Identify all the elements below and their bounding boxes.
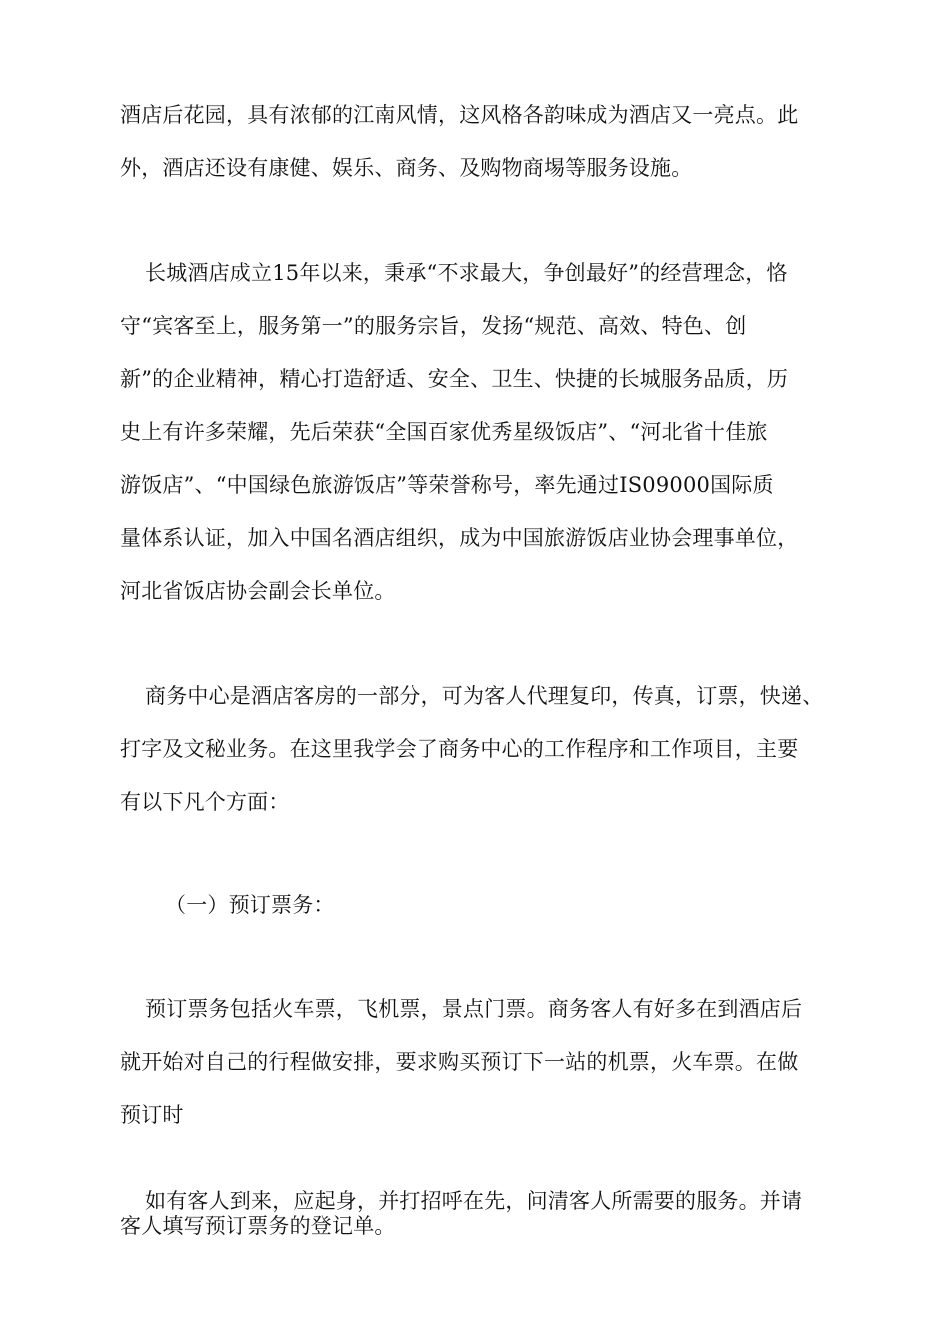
paragraph-history-line-5: 游饭店”、“中国绿色旅游饭店”等荣誉称号，率先通过IS09000国际质 — [120, 473, 774, 497]
paragraph-reception-line-2: 客人填写预订票务的登记单。 — [120, 1214, 396, 1238]
paragraph-business-line-2: 打字及文秘业务。在这里我学会了商务中心的工作程序和工作项目，主要 — [120, 737, 799, 761]
paragraph-ticketing-line-3: 预订时 — [120, 1103, 184, 1127]
paragraph-ticketing-line-1: 预订票务包括火车票，飞机票，景点门票。商务客人有好多在到酒店后 — [145, 997, 803, 1021]
paragraph-reception-line-1: 如有客人到来，应起身，并打招呼在先，问清客人所需要的服务。并请 — [145, 1189, 803, 1213]
paragraph-history-line-4: 史上有许多荣耀，先后荣获“全国百家优秀星级饭店”、“河北省十佳旅 — [120, 420, 768, 444]
paragraph-history-line-3: 新”的企业精神，精心打造舒适、安全、卫生、快捷的长城服务品质，历 — [120, 367, 789, 391]
paragraph-ticketing-line-2: 就开始对自己的行程做安排，要求购买预订下一站的机票，火车票。在做 — [120, 1050, 799, 1074]
paragraph-intro-line-1: 酒店后花园，具有浓郁的江南风情，这风格各韵味成为酒店又一亮点。此 — [120, 103, 799, 127]
paragraph-history-line-1: 长城酒店成立15年以来，秉承“不求最大，争创最好”的经营理念，恪 — [145, 261, 788, 285]
paragraph-intro-line-2: 外，酒店还设有康健、娱乐、商务、及购物商埸等服务设施。 — [120, 156, 693, 180]
paragraph-history-line-2: 守“宾客至上，服务第一”的服务宗旨，发扬“规范、高效、特色、创 — [120, 314, 747, 338]
paragraph-business-line-1: 商务中心是酒店客房的一部分，可为客人代理复印，传真，订票，快递、 — [145, 684, 824, 708]
paragraph-business-line-3: 有以下凡个方面： — [120, 790, 290, 814]
paragraph-history-line-7: 河北省饭店协会副会长单位。 — [120, 579, 396, 603]
section-heading: （一）预订票务： — [165, 893, 335, 917]
paragraph-history-line-6: 量体系认证，加入中国名酒店组织，成为中国旅游饭店业协会理事单位， — [120, 526, 799, 550]
